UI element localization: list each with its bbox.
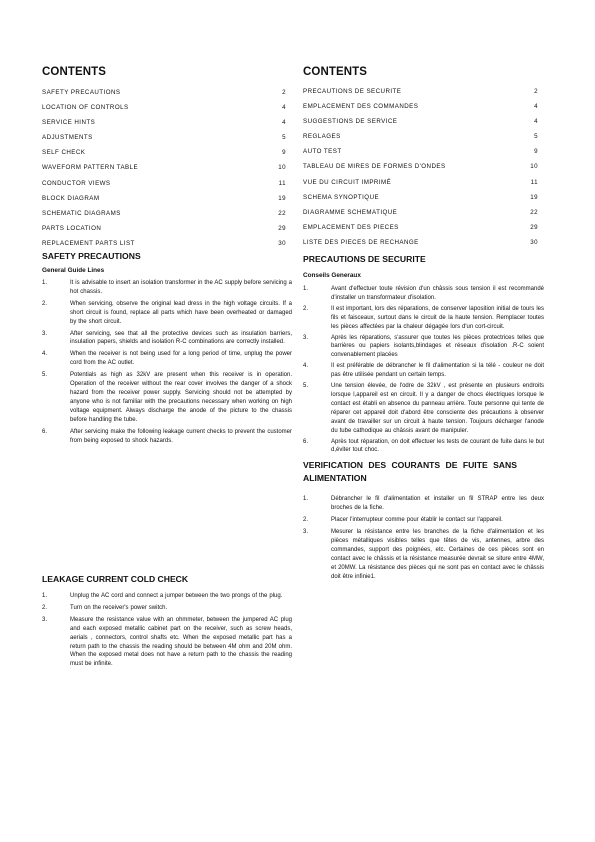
safety-title-fr: PRECAUTIONS DE SECURITE <box>303 254 426 265</box>
list-item: 3. After servicing, see that all the protective devices such as insulation barriers, insulation papers, shields and isolation R-C combinations are correctly installed. <box>42 330 292 346</box>
toc-item: PRECAUTIONS DE SECURITE 2 <box>303 88 538 95</box>
toc-item: ADJUSTMENTS 5 <box>42 134 286 142</box>
leakage-title-fr: VERIFICATION DES COURANTS DE FUITE SANS ALIMENTATION <box>303 460 517 484</box>
toc-item: WAVEFORM PATTERN TABLE 10 <box>42 164 286 172</box>
toc-item: LISTE DES PIECES DE RECHANGE 30 <box>303 238 538 246</box>
toc-item: SUGGESTIONS DE SERVICE 4 <box>303 118 538 126</box>
list-item: 2. Il est important, lors des réparations, de conserver laposition initial de tours les fils et faisceaux, surtout dans le circuit de la haute tension. Remplacer toutes les pièces affectées par la chaleur dégagée lors d'un cort-circuit. <box>303 305 544 330</box>
leakage-list-en <box>42 592 292 669</box>
list-item: 2. Turn on the receiver's power switch. <box>42 604 168 611</box>
french-column <box>303 66 544 582</box>
safety-title-en: SAFETY PRECAUTIONS <box>42 251 141 262</box>
toc-item: PARTS LOCATION 29 <box>42 224 286 232</box>
toc-item: SERVICE HINTS 4 <box>42 119 286 127</box>
list-item: 6. After servicing make the following leakage current checks to prevent the customer from being exposed to shock hazards. <box>42 428 292 444</box>
leakage-title-en: LEAKAGE CURRENT COLD CHECK <box>42 574 189 584</box>
toc-item: LOCATION OF CONTROLS 4 <box>42 104 286 112</box>
list-item: 4. When the receiver is not being used for a long period of time, unplug the power cord from the AC outlet. <box>42 351 292 367</box>
toc-item: VUE DU CIRCUIT IMPRIMÉ 11 <box>303 178 538 186</box>
contents-title-fr: CONTENTS <box>303 66 368 78</box>
toc-item: EMPLACEMENT DES COMMANDES 4 <box>303 103 538 111</box>
list-item: 3. Measure the resistance value with an ohmmeter, between the jumpered AC plug and each exposed metallic cabinet part on the receiver, such as screw heads, aerials , connectors, control shafts etc. When the exposed metallic part has a return path to the chassis the reading should be between 4M ohm and 20M ohm. When the exposed metal does not have a return path to the chassis the reading must be infinite. <box>42 616 292 668</box>
toc-item: SCHEMA SYNOPTIQUE 19 <box>303 193 538 201</box>
toc-item: TABLEAU DE MIRES DE FORMES D'ONDES 10 <box>303 163 538 171</box>
toc-item: REPLACEMENT PARTS LIST 30 <box>42 239 286 247</box>
contents-list-fr <box>303 84 544 250</box>
list-item: 1. Débrancher le fil d'alimentation et installer un fil STRAP entre les deux broches de la fiche. <box>303 496 544 512</box>
leakage-section-en <box>42 574 292 669</box>
toc-item: SELF CHECK 9 <box>42 149 286 157</box>
list-item: 1. Avant d'effectuer toute révision d'un châssis sous tension il est recommandé d'installer un transformateur d'isolation. <box>303 286 544 301</box>
toc-item: SCHEMATIC DIAGRAMS 22 <box>42 209 286 217</box>
safety-subtitle-fr: Conseils Generaux <box>303 272 361 280</box>
list-item: 2. When servicing, observe the original lead dress in the high voltage circuits. If a short circuit is found, replace all parts which have been overheated or damaged by the short circuit. <box>42 300 292 325</box>
safety-list-en <box>42 279 292 445</box>
safety-list-fr <box>303 285 544 455</box>
list-item: 4. Il est préférable de débrancher le fil d'alimentation si la télé - couleur ne doit pas être utilisée pendant un certain temps. <box>303 363 544 379</box>
safety-subtitle-en: General Guide Lines <box>42 267 105 275</box>
contents-list-en <box>42 85 292 251</box>
toc-item: CONDUCTOR VIEWS 11 <box>42 179 286 187</box>
toc-item: EMPLACEMENT DES PIECES 29 <box>303 223 538 231</box>
toc-item: AUTO TEST 9 <box>303 148 538 156</box>
contents-title-en: CONTENTS <box>42 66 107 78</box>
toc-item: SAFETY PRECAUTIONS 2 <box>42 89 286 96</box>
list-item: 1. It is advisable to insert an isolation transformer in the AC supply before servicing a hot chassis. <box>42 280 292 295</box>
leakage-list-fr <box>303 495 544 581</box>
list-item: 6. Après tout réparation, on doit effectuer les tests de courant de fuite dans le but d,éviter tout choc. <box>303 438 544 454</box>
list-item: 5. Une tension élevée, de l'odre de 32kV , est présente en plusieurs endroits lorsque l,appareil est en circuit. Il y a danger de chocs électriques lorsque le contact est établi en absence du panneau arrière. Toute personne qui tente de réparer cet appareil doit d'abord être consciente des précautions à observer avant de travailler sur un circuit à haute tension. Toujours décharger l'anode du tube cathodique au châssis avant de manipuler. <box>303 383 544 434</box>
toc-item: REGLAGES 5 <box>303 133 538 141</box>
list-item: 5. Potentials as high as 32kV are present when this receiver is in operation. Operation of the receiver without the rear cover involves the danger of a shock hazard from the receiver power supply. Servicing should not be attempted by anyone who is not familiar with the precautions necessary when working on high voltage equipment. Always discharge the anode of the picture to the chassis before handling the tube. <box>42 372 292 423</box>
list-item: 3. Après les réparations, s'assurer que toutes les pièces protectrices telles que barrières ou papiers isolants,blindages et réseaux d'isolation .R-C soient convenablement placées <box>303 334 544 359</box>
english-column <box>42 66 292 445</box>
toc-item: BLOCK DIAGRAM 19 <box>42 194 286 202</box>
toc-item: DIAGRAMME SCHEMATIQUE 22 <box>303 208 538 216</box>
list-item: 2. Placer l'interrupteur comme pour établir le contact sur l'appareil. <box>303 517 503 524</box>
list-item: 3. Mesurer la résistance entre les branches de la fiche d'alimentation et les pièces métalliques visibles telles que têtes de vis, antennes, arbre des commandes, support des poignées, etc. Certaines de ces pièces sont en contact avec le châssis et la résistance measurée devrait se siture entre 4MW, et 20MW. La résistance des pièces qui ne sont pas en contact avec le châssis doit être infinie1. <box>303 529 544 580</box>
list-item: 1. Unplug the AC cord and connect a jumper between the two prongs of the plug. <box>42 593 283 599</box>
